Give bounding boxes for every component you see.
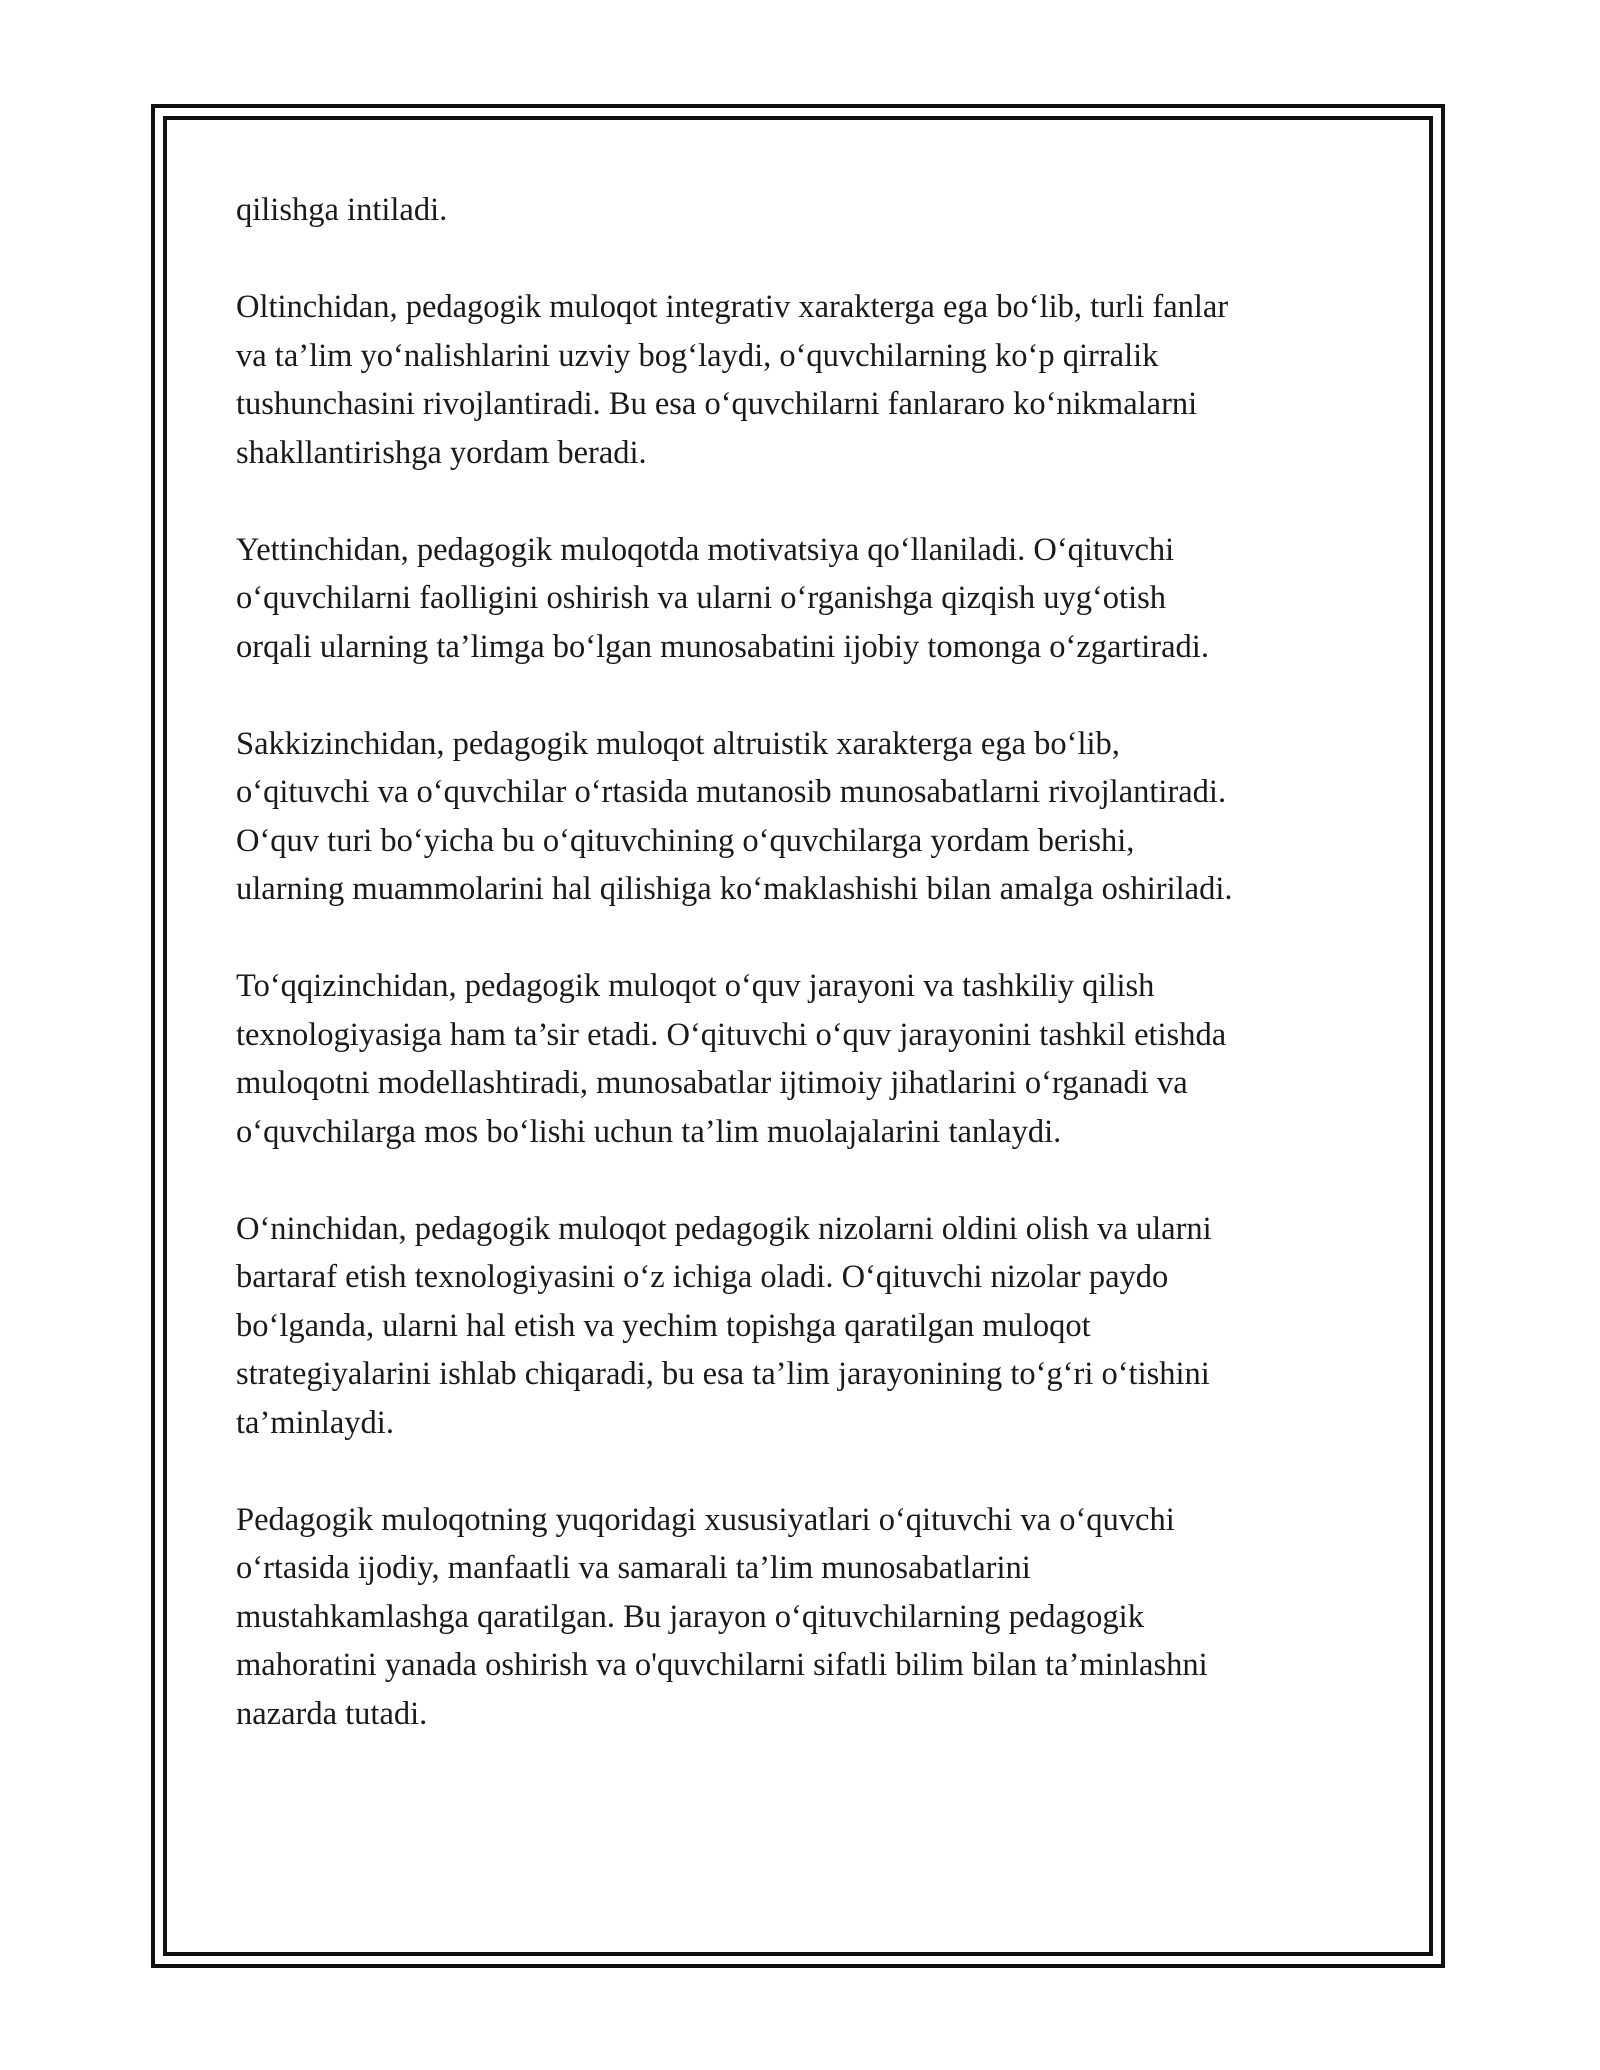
paragraph-continuation: qilishga intiladi. [236, 192, 448, 228]
paragraph-ninth: To‘qqizinchidan, pedagogik muloqot o‘quv jarayoni va tashkiliy qilish texnologiyasiga ham ta’sir etadi. O‘qituvchi o‘quv jarayonini tashkil etishda muloqotni modellashtiradi, munosabatlar ijtimoiy jihatlarini o‘rganadi va o‘quvchilarga mos bo‘lishi uchun ta’lim muolajalarini tanlaydi. [236, 968, 1227, 1150]
paragraph-sixth: Oltinchidan, pedagogik muloqot integrativ xarakterga ega bo‘lib, turli fanlar va ta’lim yo‘nalishlarini uzviy bog‘laydi, o‘quvchilarning ko‘p qirralik tushunchasini rivojlantiradi. Bu esa o‘quvchilarni fanlararo ko‘nikmalarni shakllantirishga yordam beradi. [236, 289, 1229, 471]
paragraph-conclusion: Pedagogik muloqotning yuqoridagi xususiyatlari o‘qituvchi va o‘quvchi o‘rtasida ijodiy, manfaatli va samarali ta’lim munosabatlarini mustahkamlashga qaratilgan. Bu jarayon o‘qituvchilarning pedagogik mahoratini yanada oshirish va o'quvchilarni sifatli bilim bilan ta’minlashni nazarda tutadi. [236, 1501, 1208, 1732]
paragraph-tenth: O‘ninchidan, pedagogik muloqot pedagogik nizolarni oldini olish va ularni bartaraf etish texnologiyasini o‘z ichiga oladi. O‘qituvchi nizolar paydo bo‘lganda, ularni hal etish va yechim topishga qaratilgan muloqot strategiyalarini ishlab chiqaradi, bu esa ta’lim jarayonining to‘g‘ri o‘tishini ta’minlaydi. [236, 1210, 1212, 1441]
paragraph-eighth: Sakkizinchidan, pedagogik muloqot altruistik xarakterga ega bo‘lib, o‘qituvchi va o‘quvchilar o‘rtasida mutanosib munosabatlarni rivojlantiradi. O‘quv turi bo‘yicha bu o‘qituvchining o‘quvchilarga yordam berishi, ularning muammolarini hal qilishiga ko‘maklashishi bilan amalga oshiriladi. [236, 725, 1233, 907]
paragraph-seventh: Yettinchidan, pedagogik muloqotda motivatsiya qo‘llaniladi. O‘qituvchi o‘quvchilarni faolligini oshirish va ularni o‘rganishga qizqish uyg‘otish orqali ularning ta’limga bo‘lgan munosabatini ijobiy tomonga o‘zgartiradi. [236, 531, 1209, 665]
document-body [236, 186, 1376, 1787]
